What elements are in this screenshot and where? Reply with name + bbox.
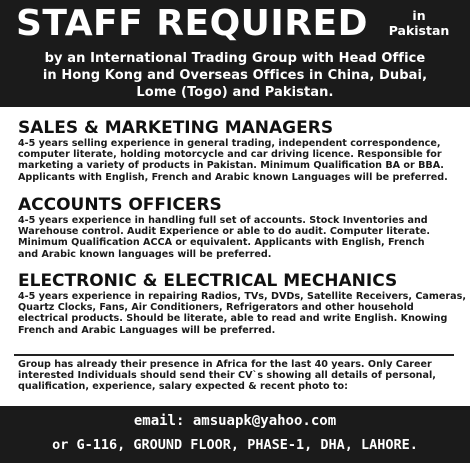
position-description [18, 291, 466, 336]
description-line: marketing a variety of products in Pakistan. Minimum Qualification BA or BBA. [18, 160, 444, 172]
position-sales-marketing [18, 118, 448, 183]
group-note-line: qualification, experience, salary expected & recent photo to: [18, 381, 348, 393]
position-description [18, 138, 448, 183]
position-mechanics [18, 271, 466, 336]
intro-line: by an International Trading Group with Head Office [44, 51, 426, 66]
position-description [18, 215, 430, 260]
description-line: Applicants with English, French and Arabic known Languages will be preferred. [18, 171, 448, 183]
intro-text [0, 50, 470, 101]
intro-line: Lome (Togo) and Pakistan. [136, 85, 334, 100]
location-in: in [412, 8, 426, 23]
description-line: Quartz Clocks, Fans, Air Conditioners, Refrigerators and other household [18, 302, 414, 314]
header-banner [0, 0, 470, 107]
description-line: computer literate, holding motorcycle and car driving licence. Responsible for [18, 149, 442, 161]
group-note-line: interested Individuals should send their CV`s showing all details of personal, [18, 370, 436, 382]
position-title: ACCOUNTS OFFICERS [18, 195, 222, 215]
group-note-line: Group has already their presence in Africa for the last 40 years. Only Career [18, 359, 432, 370]
description-line: electrical products. Should be literate, able to read and write English. Knowing [18, 313, 448, 325]
headline-title: STAFF REQUIRED [16, 3, 369, 44]
position-title: ELECTRONIC & ELECTRICAL MECHANICS [18, 271, 398, 291]
description-line: 4-5 years experience in repairing Radios, TVs, DVDs, Satellite Receivers, Cameras, [18, 291, 466, 302]
position-title: SALES & MARKETING MANAGERS [18, 118, 334, 138]
description-line: French and Arabic Languages will be preferred. [18, 324, 276, 336]
position-accounts-officers [18, 195, 430, 260]
description-line: Minimum Qualification ACCA or equivalent. Applicants with English, French [18, 237, 425, 249]
location-pakistan: Pakistan [388, 23, 450, 38]
intro-line: in Hong Kong and Overseas Offices in China, Dubai, [42, 68, 428, 83]
group-note [18, 359, 436, 393]
description-line: 4-5 years selling experience in general trading, independent correspondence, [18, 138, 441, 149]
contact-address: or G-116, GROUND FLOOR, PHASE-1, DHA, LAHORE. [52, 437, 418, 453]
headline-location [384, 8, 454, 38]
contact-banner [0, 406, 470, 463]
description-line: 4-5 years experience in handling full set of accounts. Stock Inventories and [18, 215, 428, 226]
description-line: and Arabic known languages will be preferred. [18, 248, 272, 260]
contact-email: email: amsuapk@yahoo.com [133, 413, 337, 429]
divider [14, 354, 454, 356]
description-line: Warehouse control. Audit Experience or able to do audit. Computer literate. [18, 226, 430, 238]
headline-row [0, 0, 470, 48]
